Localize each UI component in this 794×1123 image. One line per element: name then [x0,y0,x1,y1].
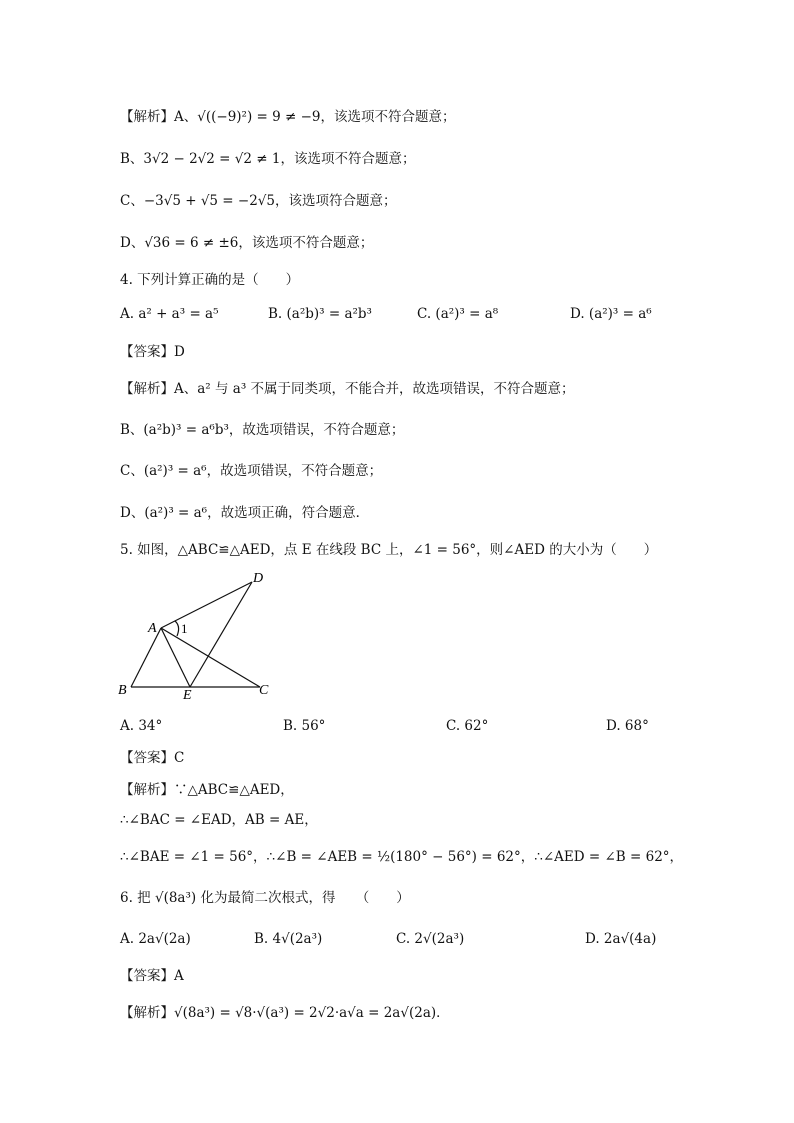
angle-1-arc [175,621,179,636]
q4-option-d: D. (a²)³ = a⁶ [570,306,652,322]
q5-analysis-3: ∴∠BAE = ∠1 = 56°，∴∠B = ∠AEB = ½(180° − 56°) = 62°，∴∠AED = ∠B = 62°， [120,849,684,865]
label-b: B [118,683,127,698]
q4-option-a: A. a² + a³ = a⁵ [120,306,219,322]
q5-option-a: A. 34° [120,718,163,734]
q5-analysis-1: 【解析】∵△ABC≌△AED， [120,782,294,798]
q4-option-c: C. (a²)³ = a⁸ [417,306,499,322]
q4-analysis-b: B、(a²b)³ = a⁶b³，故选项错误，不符合题意； [120,422,405,438]
q5-triangle-figure [115,566,285,706]
q6-option-d: D. 2a√(4a) [585,931,657,947]
q6-analysis: 【解析】√(8a³) = √8·√(a³) = 2√2·a√a = 2a√(2a)． [120,1005,450,1021]
q6-option-b: B. 4√(2a³) [254,931,323,947]
label-d: D [253,571,264,586]
q5-option-c: C. 62° [446,718,489,734]
q4-option-b: B. (a²b)³ = a²b³ [268,306,372,322]
label-c: C [259,683,269,698]
q6-option-c: C. 2√(2a³) [396,931,465,947]
label-angle-1: 1 [181,621,188,636]
q4-stem: 4. 下列计算正确的是（ ） [120,272,300,288]
q4-analysis-d: D、(a²)³ = a⁶，故选项正确，符合题意． [120,505,370,521]
q5-answer: 【答案】C [120,750,185,766]
q3-analysis-c: C、−3√5 + √5 = −2√5，该选项符合题意； [120,193,397,209]
q4-analysis-a: 【解析】A、a² 与 a³ 不属于同类项，不能合并，故选项错误，不符合题意； [120,381,575,397]
q6-answer: 【答案】A [120,968,184,984]
q4-answer: 【答案】D [120,344,185,360]
q5-option-d: D. 68° [606,718,649,734]
q5-analysis-2: ∴∠BAC = ∠EAD，AB = AE， [120,812,318,828]
q6-stem: 6. 把 √(8a³) 化为最简二次根式，得 （ ） [120,890,410,906]
label-e: E [183,688,192,703]
q5-option-b: B. 56° [283,718,326,734]
q3-analysis-a: 【解析】A、√((−9)²) = 9 ≠ −9，该选项不符合题意； [120,109,456,125]
q6-option-a: A. 2a√(2a) [120,931,191,947]
q3-analysis-d: D、√36 = 6 ≠ ±6，该选项不符合题意； [120,235,374,251]
label-a: A [148,621,157,636]
q3-analysis-b: B、3√2 − 2√2 = √2 ≠ 1，该选项不符合题意； [120,151,416,167]
q5-stem: 5. 如图，△ABC≌△AED，点 E 在线段 BC 上，∠1 = 56°，则∠AED 的大小为（ ） [120,542,658,558]
segment-ab [131,628,161,687]
q4-analysis-c: C、(a²)³ = a⁶，故选项错误，不符合题意； [120,463,383,479]
